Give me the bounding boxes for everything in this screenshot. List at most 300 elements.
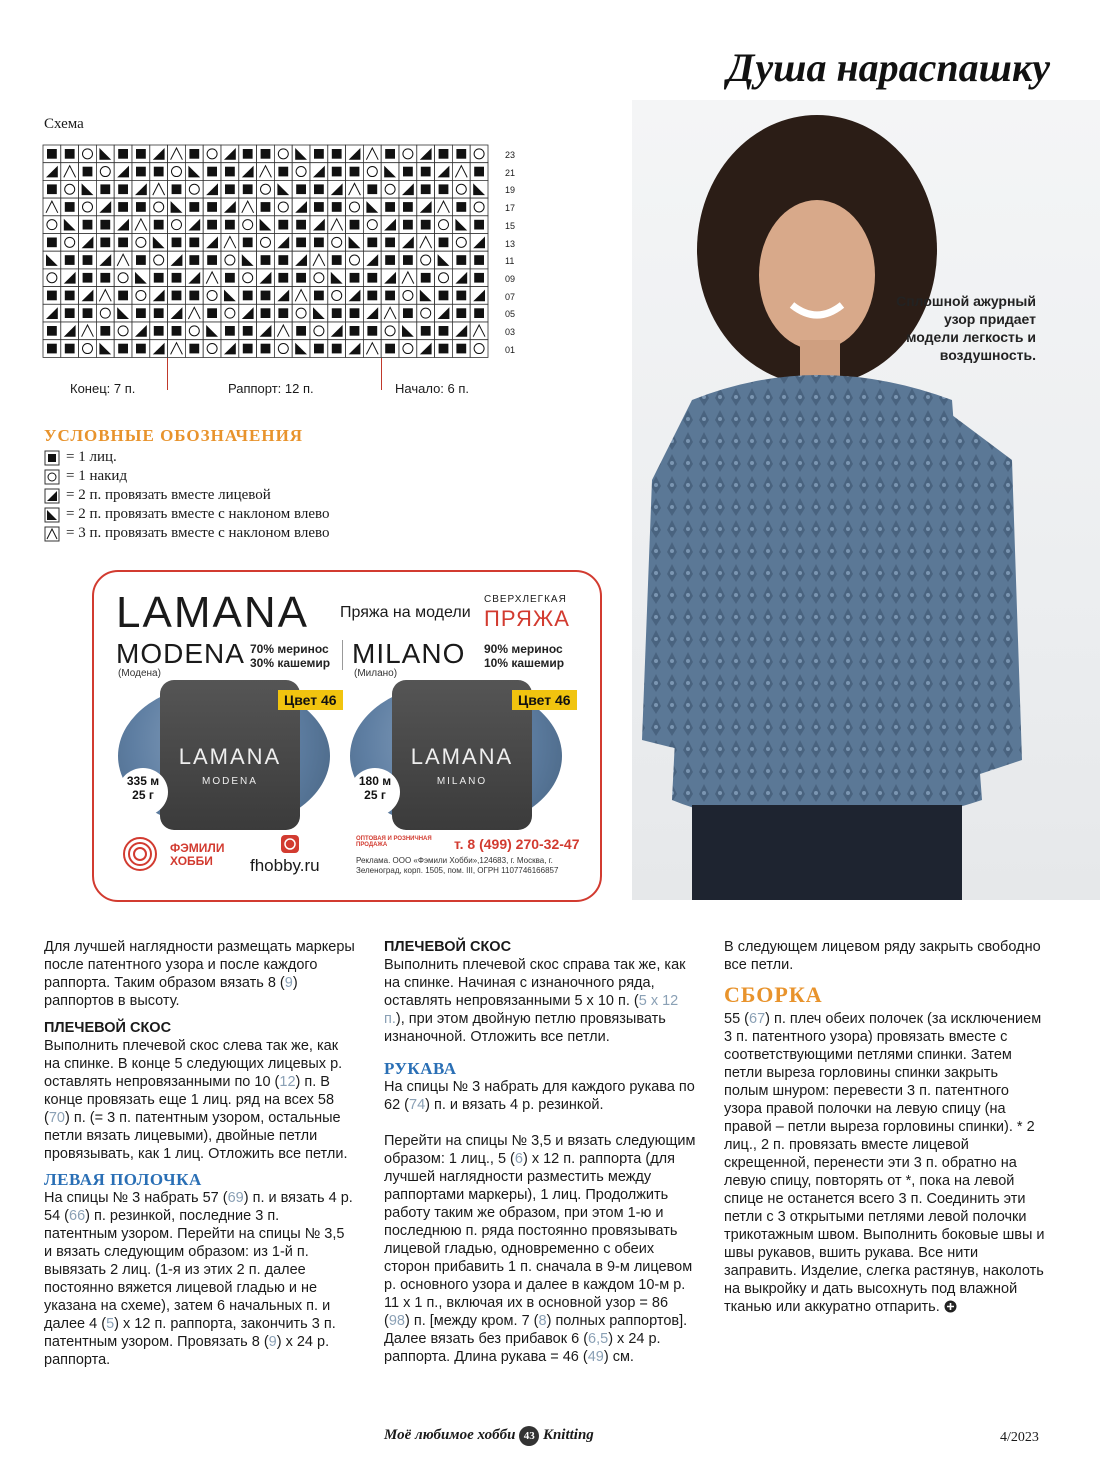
legend-title: УСЛОВНЫЕ ОБОЗНАЧЕНИЯ	[44, 426, 304, 445]
chart-cell	[257, 163, 275, 181]
chart-cell	[221, 180, 239, 198]
sleeves-paragraph: Перейти на спицы № 3,5 и вязать следующим образом: 1 лиц., 5 (6) х 12 п. раппорта (для лучшей наглядности разместить между раппортами маркеры), 1 лиц. Продолжить работу таким же образом, при этом 1-ю и последнюю п. ряда постоянно провязывать лицевой гладью, одновременно с обеих сторон прибавить 1 п. сначала в 9-м лицевом р. основного узора и далее в каждом 10-м р. 11 х 1 п., включая их в основной узор = 86 (98) п. [между кром. 7 (8) полных раппортов]. Далее вязать без прибавок 6 (6,5) х 24 р. раппорта. Длина рукава = 46 (49) см.	[384, 1133, 696, 1365]
chart-cell	[274, 198, 292, 216]
chart-cell	[435, 304, 453, 322]
chart-cell	[435, 269, 453, 287]
chart-cell	[381, 322, 399, 340]
chart-cell	[61, 163, 79, 181]
chart-cell	[168, 163, 186, 181]
chart-cell	[114, 251, 132, 269]
chart-cell	[435, 163, 453, 181]
chart-cell	[185, 251, 203, 269]
chart-cell	[203, 322, 221, 340]
chart-cell	[239, 145, 257, 163]
chart-cell	[168, 251, 186, 269]
section-heading: СБОРКА	[724, 982, 823, 1007]
color-tag-milano: Цвет 46	[512, 690, 577, 710]
chart-cell	[61, 145, 79, 163]
chart-cell	[150, 304, 168, 322]
chart-cell	[328, 216, 346, 234]
family-hobby-name: ФЭМИЛИ ХОББИ	[170, 841, 225, 868]
chart-cell	[328, 304, 346, 322]
chart-cell	[328, 145, 346, 163]
chart-cell	[346, 145, 364, 163]
column-3	[724, 938, 1046, 1316]
chart-cell	[452, 340, 470, 358]
chart-cell	[257, 304, 275, 322]
phone-number: т. 8 (499) 270-32-47	[454, 836, 580, 852]
model-photo	[632, 100, 1100, 900]
legend	[44, 448, 329, 543]
chart-cell	[363, 145, 381, 163]
chart-cell	[257, 234, 275, 252]
chart-cell	[470, 198, 488, 216]
photo-caption: Сплошной ажурный узор придает модели легкость и воздушность.	[896, 293, 1036, 363]
chart-cell	[203, 216, 221, 234]
chart-cell	[79, 304, 97, 322]
chart-cell	[310, 269, 328, 287]
chart-cell	[363, 216, 381, 234]
model-illustration	[632, 100, 1100, 900]
chart-cell	[274, 216, 292, 234]
chart-cell	[203, 234, 221, 252]
chart-cell	[114, 163, 132, 181]
chart-cell	[257, 180, 275, 198]
chart-cell	[203, 198, 221, 216]
chart-cell	[274, 180, 292, 198]
chart-cell	[43, 322, 61, 340]
chart-cell	[96, 163, 114, 181]
chart-cell	[185, 304, 203, 322]
chart-row-number: 07	[505, 291, 516, 302]
chart-cell	[452, 145, 470, 163]
yarn-label-band: LAMANA MODENA	[160, 680, 300, 830]
chart-cell	[346, 304, 364, 322]
chart-cell	[381, 198, 399, 216]
chart-cell	[96, 180, 114, 198]
chart-cell	[79, 234, 97, 252]
chart-cell	[114, 234, 132, 252]
yarn-over-circle-icon	[44, 469, 60, 485]
chart-cell	[417, 163, 435, 181]
chart-cell	[435, 322, 453, 340]
chart-cell	[221, 287, 239, 305]
legend-item: = 2 п. провязать вместе лицевой	[44, 486, 329, 505]
chart-cell	[168, 269, 186, 287]
chart-cell	[114, 269, 132, 287]
color-tag-modena: Цвет 46	[278, 690, 343, 710]
chart-cell	[274, 234, 292, 252]
chart-cell	[470, 234, 488, 252]
chart-cell	[292, 145, 310, 163]
chart-cell	[96, 322, 114, 340]
chart-cell	[239, 180, 257, 198]
chart-cell	[114, 216, 132, 234]
chart-cell	[150, 198, 168, 216]
chart-cell	[310, 322, 328, 340]
chart-cell	[43, 198, 61, 216]
chart-cell	[274, 145, 292, 163]
chart-cell	[274, 287, 292, 305]
chart-cell	[346, 340, 364, 358]
chart-cell	[203, 287, 221, 305]
chart-cell	[470, 269, 488, 287]
chart-cell	[221, 340, 239, 358]
chart-cell	[435, 216, 453, 234]
chart-cell	[168, 304, 186, 322]
chart-cell	[310, 163, 328, 181]
chart-cell	[274, 163, 292, 181]
chart-cell	[310, 287, 328, 305]
chart-cell	[328, 163, 346, 181]
chart-cell	[257, 145, 275, 163]
chart-cell	[239, 287, 257, 305]
chart-cell	[417, 251, 435, 269]
column-1	[44, 938, 356, 1369]
knit-square-icon	[44, 450, 60, 466]
legal-text: Реклама. ООО «Фэмили Хобби»,124683, г. Москва, г. Зеленоград, корп. 1505, пом. III, ОГРН 1107746166857	[356, 856, 559, 875]
repeat-end-marker	[381, 358, 382, 390]
chart-cell	[185, 163, 203, 181]
knitting-chart	[42, 144, 532, 360]
chart-cell	[399, 180, 417, 198]
section-heading: ПЛЕЧЕВОЙ СКОС	[384, 939, 512, 955]
chart-cell	[381, 304, 399, 322]
chart-cell	[292, 216, 310, 234]
chart-cell	[43, 180, 61, 198]
closing-paragraph: В следующем лицевом ряду закрыть свободно все петли.	[724, 939, 1041, 973]
chart-cell	[399, 216, 417, 234]
chart-cell	[114, 145, 132, 163]
chart-cell	[399, 269, 417, 287]
repeat-start-marker	[167, 358, 168, 390]
chart-cell	[257, 198, 275, 216]
chart-cell	[328, 287, 346, 305]
chart-cell	[203, 251, 221, 269]
chart-cell	[239, 322, 257, 340]
chart-cell	[470, 163, 488, 181]
chart-cell	[470, 251, 488, 269]
chart-cell	[274, 340, 292, 358]
legend-item: = 2 п. провязать вместе с наклоном влево	[44, 505, 329, 524]
chart-cell	[435, 234, 453, 252]
legend-item: = 3 п. провязать вместе с наклоном влево	[44, 524, 329, 543]
ad-divider	[342, 640, 343, 670]
chart-cell	[221, 251, 239, 269]
left-front-paragraph: На спицы № 3 набрать 57 (69) п. и вязать 4 р. 54 (66) п. резинкой, последние 3 п. патентным узором. Перейти на спицы № 3,5 и вязать следующим образом: из 1-й п. вывязать 2 лиц. (1-я из этих 2 п. далее постоянно вяжется лицевой гладью и не указана на схеме), затем 6 начальных п. и далее 4 (5) х 12 п. раппорта, закончить 3 п. патентным узором. Провязать 8 (9) х 24 р. раппорта.	[44, 1190, 353, 1368]
chart-cell	[79, 251, 97, 269]
chart-cell	[114, 304, 132, 322]
chart-cell	[203, 304, 221, 322]
product-name-milano: MILANO	[352, 638, 466, 669]
chart-cell	[435, 145, 453, 163]
chart-cell	[417, 216, 435, 234]
chart-cell	[79, 145, 97, 163]
chart-row-numbers	[505, 147, 535, 359]
chart-cell	[43, 340, 61, 358]
product-name-ru-modena: (Модена)	[118, 668, 161, 679]
website-link[interactable]: fhobby.ru	[250, 856, 320, 875]
chart-cell	[292, 163, 310, 181]
page-number: 43	[519, 1426, 539, 1446]
chart-row-number: 19	[505, 185, 516, 196]
chart-cell	[381, 145, 399, 163]
chart-cell	[79, 216, 97, 234]
chart-cell	[239, 340, 257, 358]
chart-cell	[381, 234, 399, 252]
chart-cell	[363, 269, 381, 287]
chart-cell	[363, 234, 381, 252]
chart-cell	[168, 198, 186, 216]
chart-cell	[185, 340, 203, 358]
chart-cell	[417, 304, 435, 322]
family-hobby-logo-icon	[116, 836, 166, 872]
chart-cell	[417, 340, 435, 358]
chart-cell	[168, 180, 186, 198]
chart-cell	[363, 251, 381, 269]
chart-cell	[61, 216, 79, 234]
chart-cell	[43, 287, 61, 305]
chart-cell	[328, 340, 346, 358]
chart-cell	[452, 287, 470, 305]
column-2	[384, 938, 696, 1366]
chart-row-number: 03	[505, 327, 516, 338]
chart-cell	[203, 145, 221, 163]
chart-cell	[257, 287, 275, 305]
chart-cell	[185, 145, 203, 163]
chart-cell	[346, 198, 364, 216]
chart-cell	[61, 322, 79, 340]
chart-cell	[363, 322, 381, 340]
shoulder-paragraph: Выполнить плечевой скос слева так же, как на спинке. В конце 5 следующих лицевых р. оставлять непровязанными по 10 (12) п. В конце провязать еще 1 лиц. ряд на всех 58 (70) п. (= 3 п. патентным узором, остальные петли вязать лицевыми), двойные петли провязывать, как 1 лиц. Отложить все петли.	[44, 1038, 348, 1162]
chart-cell	[185, 198, 203, 216]
chart-cell	[417, 145, 435, 163]
chart-cell	[221, 163, 239, 181]
chart-row-number: 05	[505, 309, 516, 320]
chart-cell	[132, 251, 150, 269]
chart-cell	[61, 180, 79, 198]
chart-cell	[363, 180, 381, 198]
chart-row-number: 23	[505, 150, 516, 160]
chart-cell	[292, 287, 310, 305]
chart-cell	[346, 180, 364, 198]
ad-brand: LAMANA	[116, 588, 309, 637]
chart-cell	[79, 163, 97, 181]
chart-cell	[435, 287, 453, 305]
page-title: Душа нараспашку	[727, 45, 1050, 90]
chart-cell	[452, 163, 470, 181]
chart-cell	[150, 251, 168, 269]
chart-cell	[203, 269, 221, 287]
schema-label: Схема	[44, 116, 84, 132]
chart-cell	[96, 198, 114, 216]
chart-cell	[435, 340, 453, 358]
chart-cell	[470, 287, 488, 305]
chart-cell	[310, 145, 328, 163]
chart-cell	[257, 340, 275, 358]
chart-cell	[43, 269, 61, 287]
chart-cell	[417, 198, 435, 216]
ad-yarn-label: Пряжа на модели	[340, 604, 471, 621]
chart-cell	[185, 180, 203, 198]
chart-cell	[150, 145, 168, 163]
chart-cell	[61, 287, 79, 305]
chart-cell	[257, 216, 275, 234]
chart-cell	[221, 198, 239, 216]
chart-cell	[203, 180, 221, 198]
chart-cell	[435, 180, 453, 198]
chart-cell	[399, 163, 417, 181]
chart-cell	[61, 269, 79, 287]
chart-cell	[310, 340, 328, 358]
section-heading: ЛЕВАЯ ПОЛОЧКА	[44, 1170, 202, 1189]
chart-cell	[185, 216, 203, 234]
chart-cell	[221, 304, 239, 322]
chart-cell	[132, 163, 150, 181]
composition-modena: 70% меринос 30% кашемир	[250, 642, 331, 670]
chart-cell	[328, 180, 346, 198]
chart-cell	[61, 340, 79, 358]
chart-cell	[452, 198, 470, 216]
chart-cell	[470, 145, 488, 163]
chart-cell	[185, 269, 203, 287]
chart-cell	[239, 234, 257, 252]
chart-cell	[470, 322, 488, 340]
chart-cell	[96, 287, 114, 305]
ad-badge-bottom: ПРЯЖА	[484, 606, 570, 631]
chart-cell	[435, 198, 453, 216]
chart-cell	[470, 304, 488, 322]
chart-cell	[292, 251, 310, 269]
composition-milano: 90% меринос 10% кашемир	[484, 642, 565, 670]
chart-cell	[346, 287, 364, 305]
chart-cell	[470, 180, 488, 198]
chart-cell	[346, 163, 364, 181]
chart-cell	[185, 287, 203, 305]
chart-cell	[363, 163, 381, 181]
chart-cell	[381, 340, 399, 358]
chart-cell	[417, 322, 435, 340]
chart-cell	[399, 287, 417, 305]
chart-cell	[96, 234, 114, 252]
ssk-triangle-icon	[44, 507, 60, 523]
chart-cell	[452, 180, 470, 198]
chart-cell	[346, 251, 364, 269]
chart-cell	[274, 304, 292, 322]
chart-cell	[328, 251, 346, 269]
chart-cell	[310, 304, 328, 322]
chart-cell	[381, 251, 399, 269]
web-icon	[280, 834, 300, 854]
chart-cell	[61, 304, 79, 322]
chart-cell	[185, 234, 203, 252]
chart-cell	[43, 304, 61, 322]
sleeves-paragraph: На спицы № 3 набрать для каждого рукава по 62 (74) п. и вязать 4 р. резинкой.	[384, 1079, 695, 1113]
chart-cell	[79, 322, 97, 340]
chart-cell	[292, 340, 310, 358]
chart-row-number: 11	[505, 256, 515, 267]
chart-cell	[132, 180, 150, 198]
chart-cell	[346, 269, 364, 287]
chart-cell	[150, 287, 168, 305]
chart-cell	[43, 163, 61, 181]
chart-cell	[292, 322, 310, 340]
chart-cell	[132, 287, 150, 305]
chart-cell	[363, 198, 381, 216]
chart-cell	[239, 251, 257, 269]
chart-cell	[310, 234, 328, 252]
chart-cell	[43, 251, 61, 269]
chart-cell	[328, 198, 346, 216]
chart-cell	[221, 269, 239, 287]
chart-cell	[292, 234, 310, 252]
chart-cell	[310, 198, 328, 216]
chart-cell	[79, 287, 97, 305]
chart-cell	[381, 287, 399, 305]
product-name-ru-milano: (Милано)	[354, 668, 398, 679]
chart-cell	[292, 269, 310, 287]
chart-cell	[399, 234, 417, 252]
chart-cell	[114, 198, 132, 216]
chart-cell	[452, 251, 470, 269]
chart-cell	[452, 234, 470, 252]
chart-cell	[221, 322, 239, 340]
chart-row-number: 01	[505, 344, 516, 355]
length-weight-milano: 180 м 25 г	[350, 768, 400, 816]
chart-cell	[399, 304, 417, 322]
chart-cell	[96, 269, 114, 287]
chart-cell	[79, 340, 97, 358]
chart-cell	[239, 216, 257, 234]
k3tog-icon	[44, 526, 60, 542]
chart-cell	[168, 287, 186, 305]
issue-number: 4/2023	[1000, 1430, 1039, 1445]
chart-cell	[168, 216, 186, 234]
page-footer: Моё любимое хобби 43 Knitting	[384, 1426, 594, 1446]
chart-cell	[221, 145, 239, 163]
chart-cell	[239, 163, 257, 181]
chart-cell	[150, 322, 168, 340]
chart-end-label: Конец: 7 п.	[70, 381, 136, 396]
chart-cell	[452, 322, 470, 340]
chart-cell	[346, 216, 364, 234]
chart-cell	[132, 234, 150, 252]
chart-cell	[310, 251, 328, 269]
chart-cell	[381, 180, 399, 198]
chart-cell	[96, 216, 114, 234]
sale-label: ОПТОВАЯ И РОЗНИЧНАЯ ПРОДАЖА	[356, 836, 432, 848]
chart-cell	[221, 234, 239, 252]
chart-cell	[96, 340, 114, 358]
chart-cell	[381, 269, 399, 287]
chart-cell	[79, 198, 97, 216]
chart-cell	[292, 198, 310, 216]
chart-cell	[257, 269, 275, 287]
chart-cell	[168, 322, 186, 340]
intro-paragraph: Для лучшей наглядности размещать маркеры после патентного узора и после каждого раппорта. Таким образом вязать 8 (9) раппортов в высоту.	[44, 939, 355, 1009]
chart-cell	[43, 216, 61, 234]
chart-cell	[292, 180, 310, 198]
chart-cell	[328, 269, 346, 287]
chart-cell	[310, 216, 328, 234]
chart-cell	[381, 216, 399, 234]
chart-cell	[61, 251, 79, 269]
chart-cell	[363, 304, 381, 322]
chart-cell	[43, 145, 61, 163]
chart-cell	[203, 340, 221, 358]
chart-cell	[150, 269, 168, 287]
chart-row-number: 17	[505, 203, 516, 214]
